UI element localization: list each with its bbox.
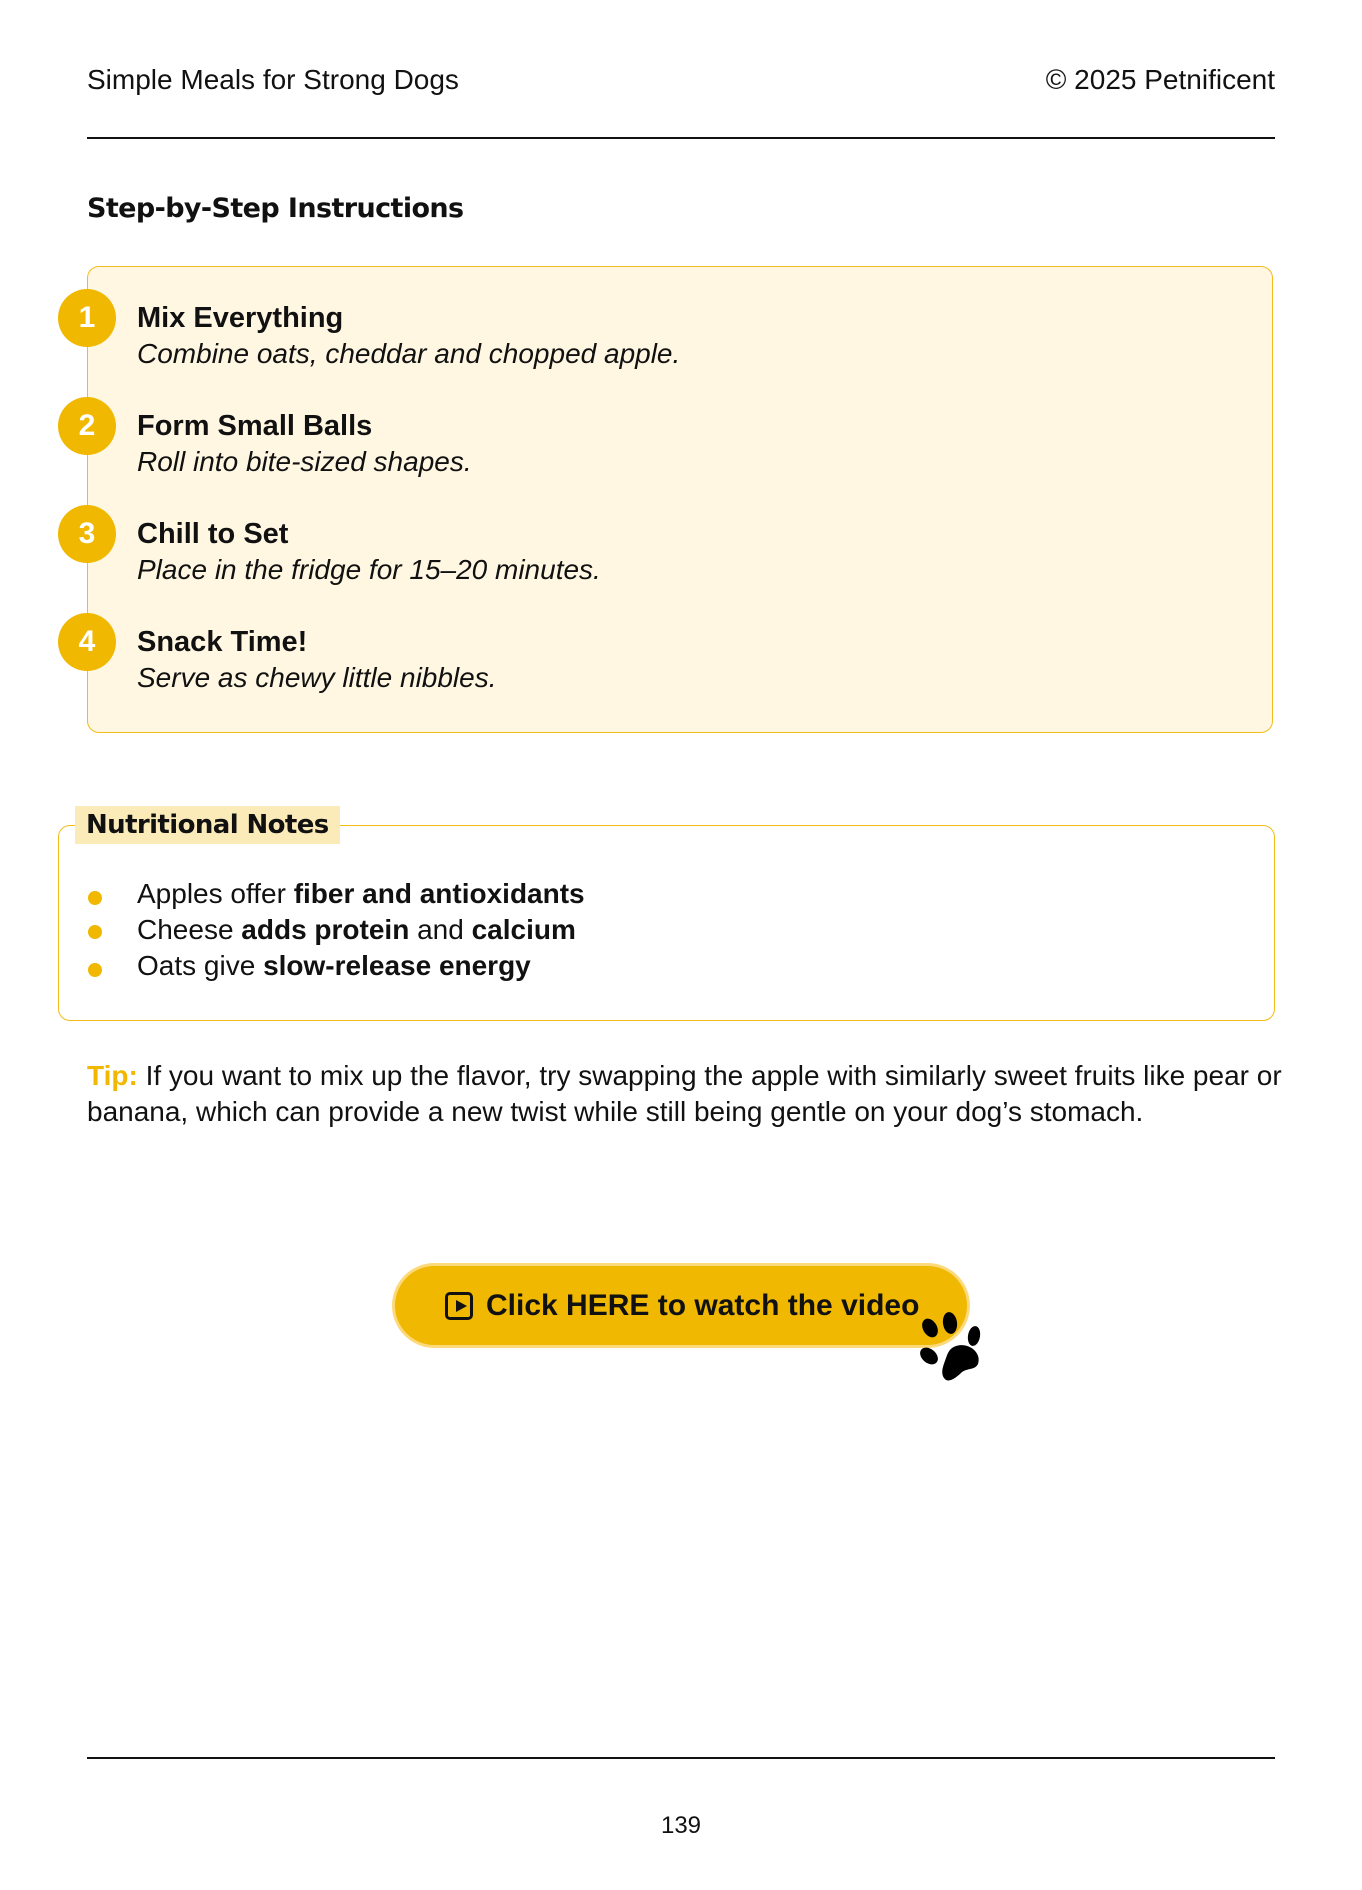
item-emphasis: adds protein: [241, 914, 410, 945]
bullet-icon: [88, 963, 102, 977]
nutrition-item: [137, 878, 585, 910]
page-number: 139: [660, 1812, 702, 1839]
item-text: Apples offer: [137, 878, 294, 909]
step-description: Combine oats, cheddar and chopped apple.: [137, 338, 681, 369]
nutrition-item: [137, 914, 576, 946]
item-emphasis: calcium: [471, 914, 576, 945]
paw-toe: [920, 1316, 941, 1340]
bullet-icon: [88, 925, 102, 939]
step-description: Roll into bite-sized shapes.: [137, 446, 472, 477]
nutrition-item: [137, 950, 531, 982]
play-icon: [445, 1292, 473, 1320]
step-description: Place in the fridge for 15–20 minutes.: [137, 554, 601, 585]
footer-divider: [87, 1757, 1275, 1759]
video-button-label: Click HERE to watch the video: [486, 1288, 920, 1322]
step-title: Form Small Balls: [137, 410, 373, 442]
step-number-badge: 3: [58, 505, 116, 563]
tip-label: Tip:: [87, 1060, 138, 1091]
item-emphasis: fiber and antioxidants: [293, 878, 585, 909]
paw-toe: [942, 1312, 959, 1335]
book-title: Simple Meals for Strong Dogs: [87, 64, 459, 95]
step-title: Snack Time!: [137, 626, 308, 658]
instructions-heading: Step-by-Step Instructions: [87, 193, 464, 224]
item-text: and: [409, 914, 472, 945]
paw-toe: [920, 1344, 941, 1368]
watch-video-button[interactable]: [392, 1263, 970, 1348]
step-number-badge: 2: [58, 397, 116, 455]
paw-pad: [942, 1345, 978, 1380]
step-title: Mix Everything: [137, 302, 344, 334]
tip-paragraph: [87, 1058, 1287, 1130]
step-number-badge: 4: [58, 613, 116, 671]
item-emphasis: slow-release energy: [263, 950, 531, 981]
item-text: Oats give: [137, 950, 264, 981]
item-text: Cheese: [137, 914, 242, 945]
step-number-badge: 1: [58, 289, 116, 347]
paw-toe: [966, 1325, 981, 1347]
copyright: © 2025 Petnificent: [1045, 64, 1275, 95]
step-title: Chill to Set: [137, 518, 289, 550]
nutrition-heading: Nutritional Notes: [75, 806, 340, 844]
bullet-icon: [88, 891, 102, 905]
step-description: Serve as chewy little nibbles.: [137, 662, 497, 693]
header-divider: [87, 137, 1275, 139]
paw-icon: [920, 1312, 988, 1384]
tip-text: If you want to mix up the flavor, try swapping the apple with similarly sweet fruits like pear or banana, which can provide a new twist while still being gentle on your dog’s stomach.: [87, 1060, 1282, 1127]
